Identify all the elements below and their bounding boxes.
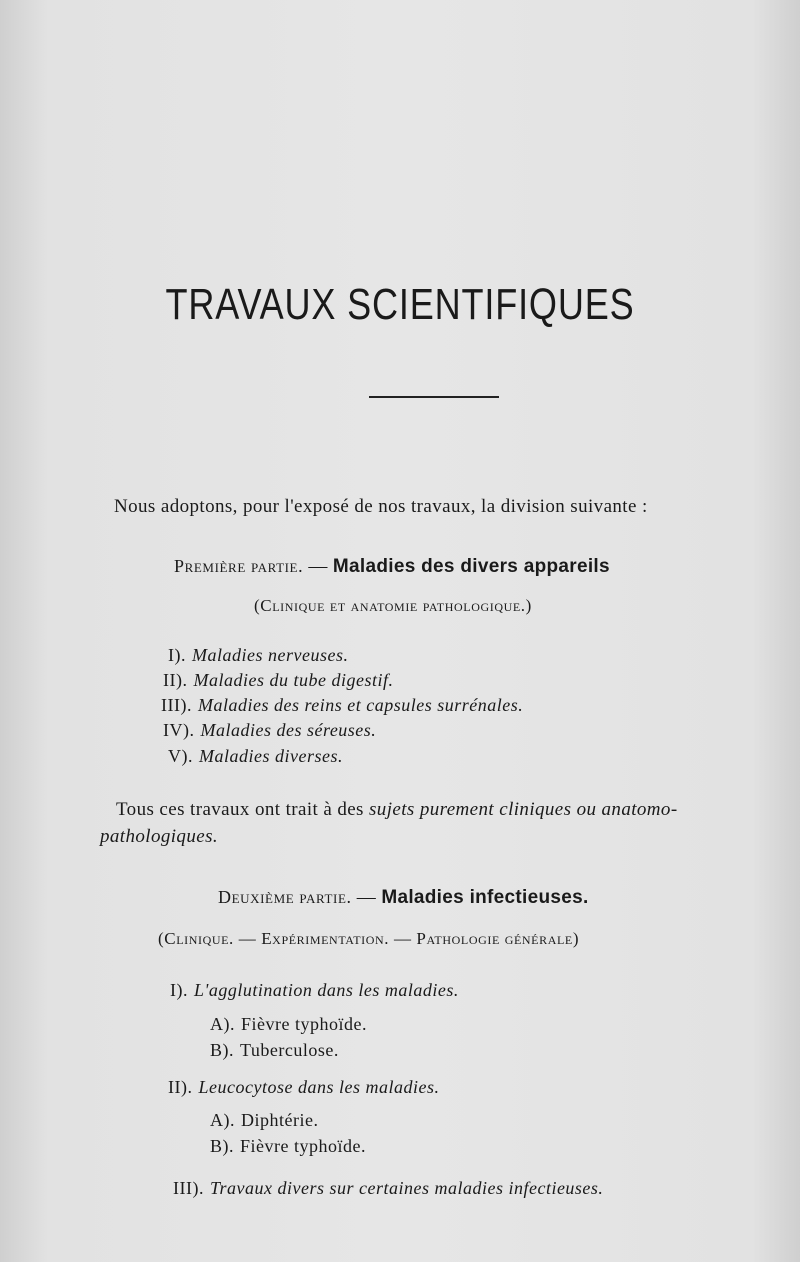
part2-title: Maladies infectieuses. [381,887,589,908]
part2-subtitle: (Clinique. — Expérimentation. — Pathologie générale) [158,929,580,948]
part2-item-3 [173,1178,603,1199]
part1-note-line2: pathologiques. [100,826,219,847]
item-number: IV). [163,720,195,740]
part2-heading [218,887,589,909]
part1-item-4 [163,720,376,741]
item-text: Leucocytose dans les maladies. [198,1077,440,1097]
item-text: Fièvre typhoïde. [240,1136,366,1156]
item-text: Travaux divers sur certaines maladies infectieuses. [209,1178,604,1198]
item-number: B). [210,1136,234,1156]
part1-heading [174,556,610,578]
part1-item-1 [168,645,348,666]
part1-item-3 [161,695,523,716]
part2-dash: — [351,887,382,908]
item-number: B). [210,1040,234,1060]
item-number: II). [168,1077,193,1097]
part1-dash: — [303,556,333,577]
item-text: Maladies des séreuses. [200,720,377,740]
title-divider [369,396,499,398]
part1-subtitle: (Clinique et anatomie pathologique.) [254,596,532,615]
part2-subitem-2a [210,1110,318,1131]
part2-subitem-2b [210,1136,366,1157]
item-text: Fièvre typhoïde. [241,1014,367,1034]
item-number: V). [168,746,193,766]
item-text: Maladies des reins et capsules surrénales. [197,695,524,715]
item-text: Tuberculose. [240,1040,339,1060]
item-text: Maladies diverses. [199,746,343,766]
part2-label: Deuxième partie. [218,887,352,907]
part1-item-2 [163,670,393,691]
item-text: L'agglutination dans les maladies. [194,980,459,1000]
item-number: A). [210,1014,235,1034]
item-number: III). [161,695,192,715]
page-title: TRAVAUX SCIENTIFIQUES [165,280,635,329]
intro-paragraph: Nous adoptons, pour l'exposé de nos travaux, la division suivante : [114,496,648,517]
item-number: III). [173,1178,204,1198]
part1-note-line1 [116,799,678,821]
part2-subitem-1a [210,1014,367,1035]
item-number: II). [163,670,188,690]
note-text: Tous ces travaux ont trait à des [116,799,369,820]
part1-title: Maladies des divers appareils [332,556,610,577]
item-number: A). [210,1110,235,1130]
item-text: Maladies du tube digestif. [193,670,394,690]
note-italic: sujets purement cliniques ou anatomo- [369,799,678,820]
item-text: Diphtérie. [241,1110,319,1130]
item-text: Maladies nerveuses. [192,645,349,665]
part1-label: Première partie. [174,556,304,576]
part2-subitem-1b [210,1040,339,1061]
part2-item-1 [170,980,459,1001]
item-number: I). [168,645,186,665]
part2-item-2 [168,1077,439,1098]
item-number: I). [170,980,188,1000]
part1-item-5 [168,746,343,767]
